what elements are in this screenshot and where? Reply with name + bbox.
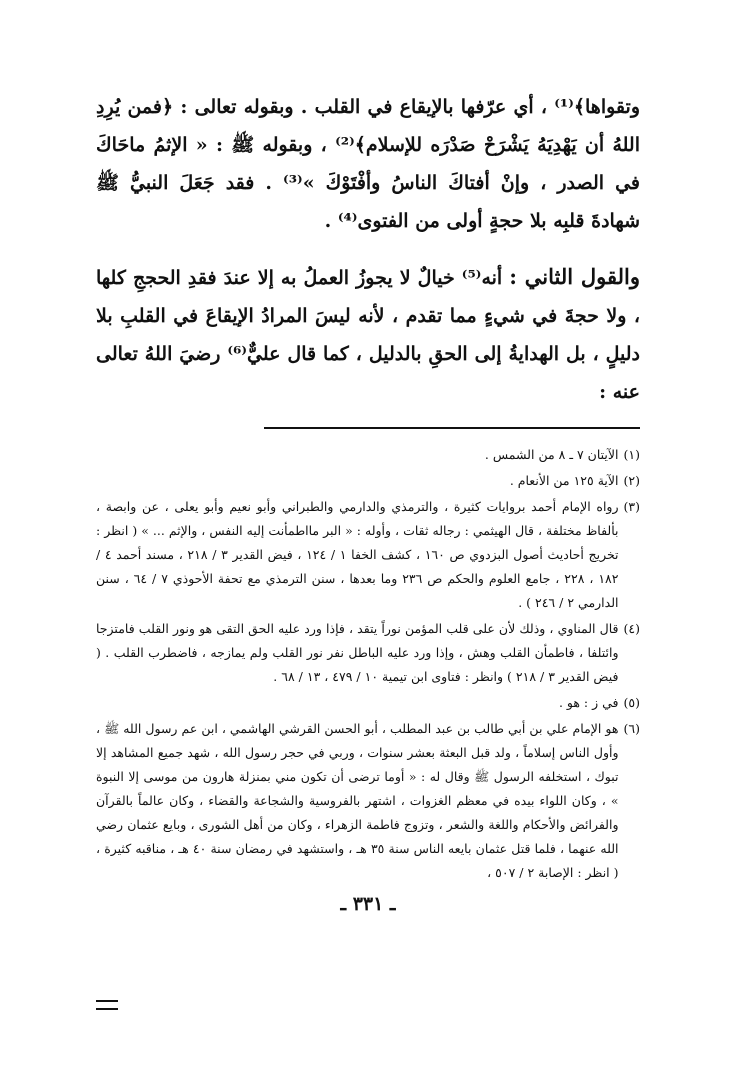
footnote-text: في ز : هو . <box>558 695 619 710</box>
paragraph-2 <box>96 258 640 411</box>
footnote-number: (٥) <box>623 695 640 710</box>
footnote-text: قال المناوي ، وذلك لأن على قلب المؤمن نوراً يتقد ، فإذا ورد عليه الحق التقى هو ونور القلب فامتزجا وائتلفا ، فاطمأن القلب وهش ، وإذا ورد عليه الباطل نفر نور القلب ولم يمازجه ، فاضطرب القلب . ( فيض القدير ٣ / ٢١٨ ) وانظر : فتاوى ابن تيمية ١٠ / ٤٧٩ ، ١٣ / ٦٨ . <box>96 621 619 684</box>
footnote-separator <box>264 427 640 429</box>
main-text <box>96 88 640 411</box>
footnote-text: هو الإمام علي بن أبي طالب بن عبد المطلب ، أبو الحسن القرشي الهاشمي ، ابن عم رسول الله ﷺ ، وأول الناس إسلاماً ، ولد قبل البعثة بعشر سنوات ، وربي في حجر رسول الله ، شهد جميع المشاهد إلا تبوك ، استخلفه الرسول ﷺ وقال له : « أوما ترضى أن تكون مني بمنزلة هارون من موسى إلا النبوة » ، وكان اللواء بيده في معظم الغزوات ، اشتهر بالفروسية والشجاعة والقضاء ، وكان عالماً بالقرآن والفرائض والأحكام واللغة والشعر ، وتزوج فاطمة الزهراء ، وكان من أهل الشورى ، وبايع عثمان رضي الله عنهما ، فلما قتل عثمان بايعه الناس سنة ٣٥ هـ ، واستشهد في رمضان سنة ٤٠ هـ ، مناقبه كثيرة ، ( انظر : الإصابة ٢ / ٥٠٧ ، <box>96 721 619 880</box>
footnote-2 <box>96 469 640 493</box>
footnote-5 <box>96 691 640 715</box>
page-number: ـ ٣٣١ ـ <box>340 893 396 915</box>
footnotes <box>96 443 640 885</box>
footnote-1 <box>96 443 640 467</box>
footnote-3 <box>96 495 640 615</box>
paragraph-1: وتقواها﴾⁽¹⁾ ، أي عرّفها بالإيقاع في القلب . وبقوله تعالى : ﴿فمن يُرِدِ اللهُ أن يَهْدِيَهُ يَشْرَحْ صَدْرَه للإسلام﴾⁽²⁾ ، وبقوله ﷺ : « الإثمُ ماحَاكَ في الصدر ، وإنْ أفتاكَ الناسُ وأفْتَوْكَ »⁽³⁾ . فقد جَعَلَ النبيُّ ﷺ شهادةَ قلبِه بلا حجةٍ أولى من الفتوى⁽⁴⁾ . <box>96 96 641 232</box>
footnote-text: الآية ١٢٥ من الأنعام . <box>509 473 619 488</box>
footnote-text: رواه الإمام أحمد بروايات كثيرة ، والترمذي والدارمي والطبراني وأبو نعيم وأبو يعلى ، عن وابصة ، بألفاظ مختلفة ، قال الهيثمي : رجاله ثقات ، وأوله : « البر مااطمأنت إليه النفس ، والإثم ... » ( انظر : تخريج أحاديث أصول البزدوي ص ١٦٠ ، كشف الخفا ١ / ١٢٤ ، فيض القدير ٣ / ٢١٨ ، مسند أحمد ٤ / ١٨٢ ، ٢٢٨ ، جامع العلوم والحكم ص ٢٣٦ وما بعدها ، سنن الترمذي مع تحفة الأحوذي ٧ / ٦٤ ، سنن الدارمي ٢ / ٢٤٦ ) . <box>96 499 619 610</box>
footnote-number: (١) <box>623 447 640 462</box>
footnote-number: (٦) <box>623 721 640 736</box>
footnote-6 <box>96 717 640 885</box>
paragraph-2-body: أنه⁽⁵⁾ خيالٌ لا يجوزُ العملُ به إلا عندَ فقدِ الحججِ كلها ، ولا حجةَ في شيءٍ مما تقدم ، لأنه ليسَ المرادُ الإيقاعَ في القلبِ بلا دليلٍ ، بل الهدايةُ إلى الحقِ بالدليل ، كما قال عليٌّ⁽⁶⁾ رضيَ اللهُ تعالى عنه : <box>96 267 641 403</box>
paragraph-2-lead: والقول الثاني : <box>509 264 640 289</box>
footnote-number: (٣) <box>623 499 640 514</box>
footnote-number: (٤) <box>623 621 640 636</box>
continuation-mark <box>96 1000 118 1010</box>
footnote-number: (٢) <box>623 473 640 488</box>
footnote-4 <box>96 617 640 689</box>
footnote-text: الآيتان ٧ ـ ٨ من الشمس . <box>484 447 619 462</box>
document-page <box>96 88 640 1048</box>
